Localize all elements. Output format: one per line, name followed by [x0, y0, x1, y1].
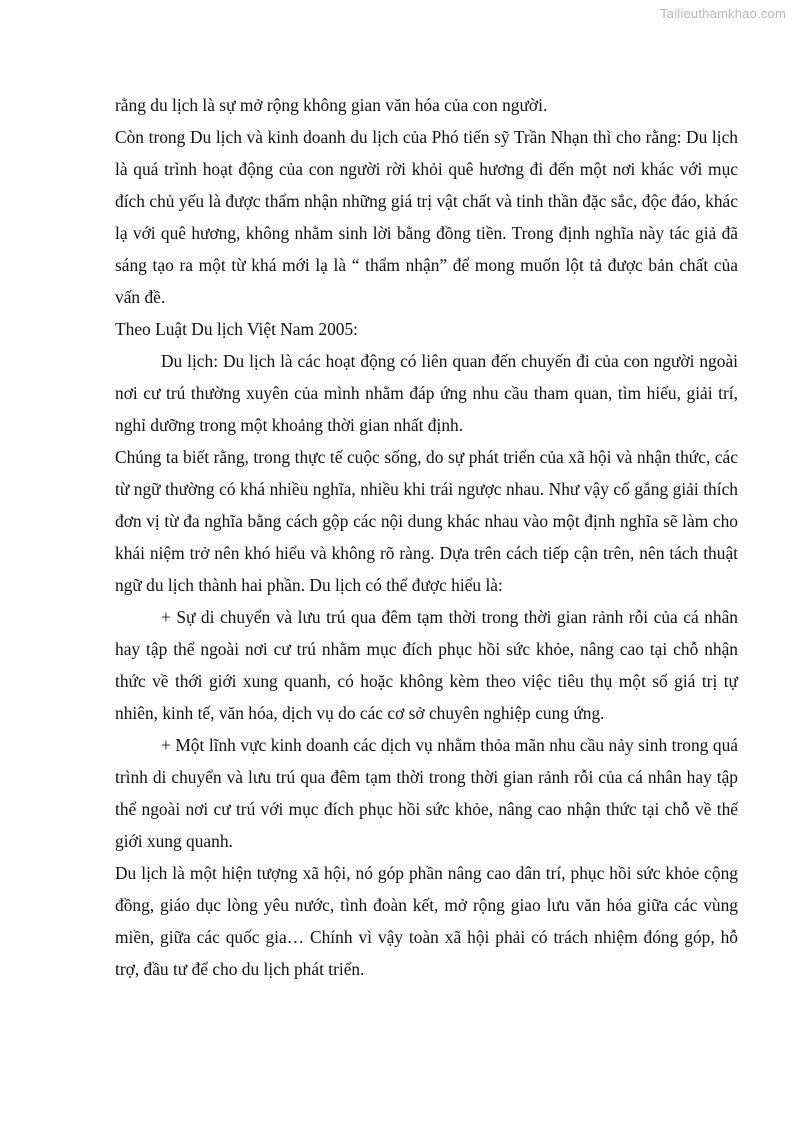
- paragraph-indented: Du lịch: Du lịch là các hoạt động có liên quan đến chuyến đi của con người ngoài nơi cư trú thường xuyên của mình nhằm đáp ứng nhu cầu tham quan, tìm hiểu, giải trí, nghỉ dưỡng trong một khoảng thời gian nhất định.: [115, 351, 738, 435]
- watermark: Tailieuthamkhao.com: [660, 6, 786, 21]
- paragraph: Theo Luật Du lịch Việt Nam 2005:: [115, 319, 359, 339]
- paragraph: Chúng ta biết rằng, trong thực tế cuộc sống, do sự phát triển của xã hội và nhận thức, các từ ngữ thường có khá nhiều nghĩa, nhiều khi trái ngược nhau. Như vậy cố gắng giải thích đơn vị từ đa nghĩa bằng cách gộp các nội dung khác nhau vào một định nghĩa sẽ làm cho khái niệm trở nên khó hiểu và không rõ ràng. Dựa trên cách tiếp cận trên, nên tách thuật ngữ du lịch thành hai phần. Du lịch có thể được hiểu là:: [115, 447, 738, 595]
- paragraph: Còn trong Du lịch và kinh doanh du lịch của Phó tiến sỹ Trần Nhạn thì cho rằng: Du lịch là quá trình hoạt động của con người rời khỏi quê hương đi đến một nơi khác với mục đích chủ yếu là được thẩm nhận những giá trị vật chất và tinh thần đặc sắc, độc đáo, khác lạ với quê hương, không nhằm sinh lời bằng đồng tiền. Trong định nghĩa này tác giả đã sáng tạo ra một từ khá mới lạ là “ thẩm nhận” để mong muốn lột tả được bản chất của vấn đề.: [115, 127, 738, 307]
- document-page: [115, 89, 738, 985]
- paragraph-indented: + Sự di chuyển và lưu trú qua đêm tạm thời trong thời gian rảnh rỗi của cá nhân hay tập thể ngoài nơi cư trú nhằm mục đích phục hồi sức khỏe, nâng cao tại chỗ nhận thức về thới giới xung quanh, có hoặc không kèm theo việc tiêu thụ một số giá trị tự nhiên, kinh tế, văn hóa, dịch vụ do các cơ sở chuyên nghiệp cung ứng.: [115, 607, 738, 723]
- paragraph: rằng du lịch là sự mở rộng không gian văn hóa của con người.: [115, 95, 548, 115]
- paragraph-indented: + Một lĩnh vực kinh doanh các dịch vụ nhằm thỏa mãn nhu cầu nảy sinh trong quá trình di chuyển và lưu trú qua đêm tạm thời trong thời gian rảnh rỗi của cá nhân hay tập thể ngoài nơi cư trú với mục đích phục hồi sức khỏe, nâng cao nhận thức tại chỗ về thế giới xung quanh.: [115, 735, 738, 851]
- paragraph: Du lịch là một hiện tượng xã hội, nó góp phần nâng cao dân trí, phục hồi sức khỏe cộng đồng, giáo dục lòng yêu nước, tình đoàn kết, mở rộng giao lưu văn hóa giữa các vùng miền, giữa các quốc gia… Chính vì vậy toàn xã hội phải có trách nhiệm đóng góp, hỗ trợ, đầu tư để cho du lịch phát triển.: [115, 863, 738, 979]
